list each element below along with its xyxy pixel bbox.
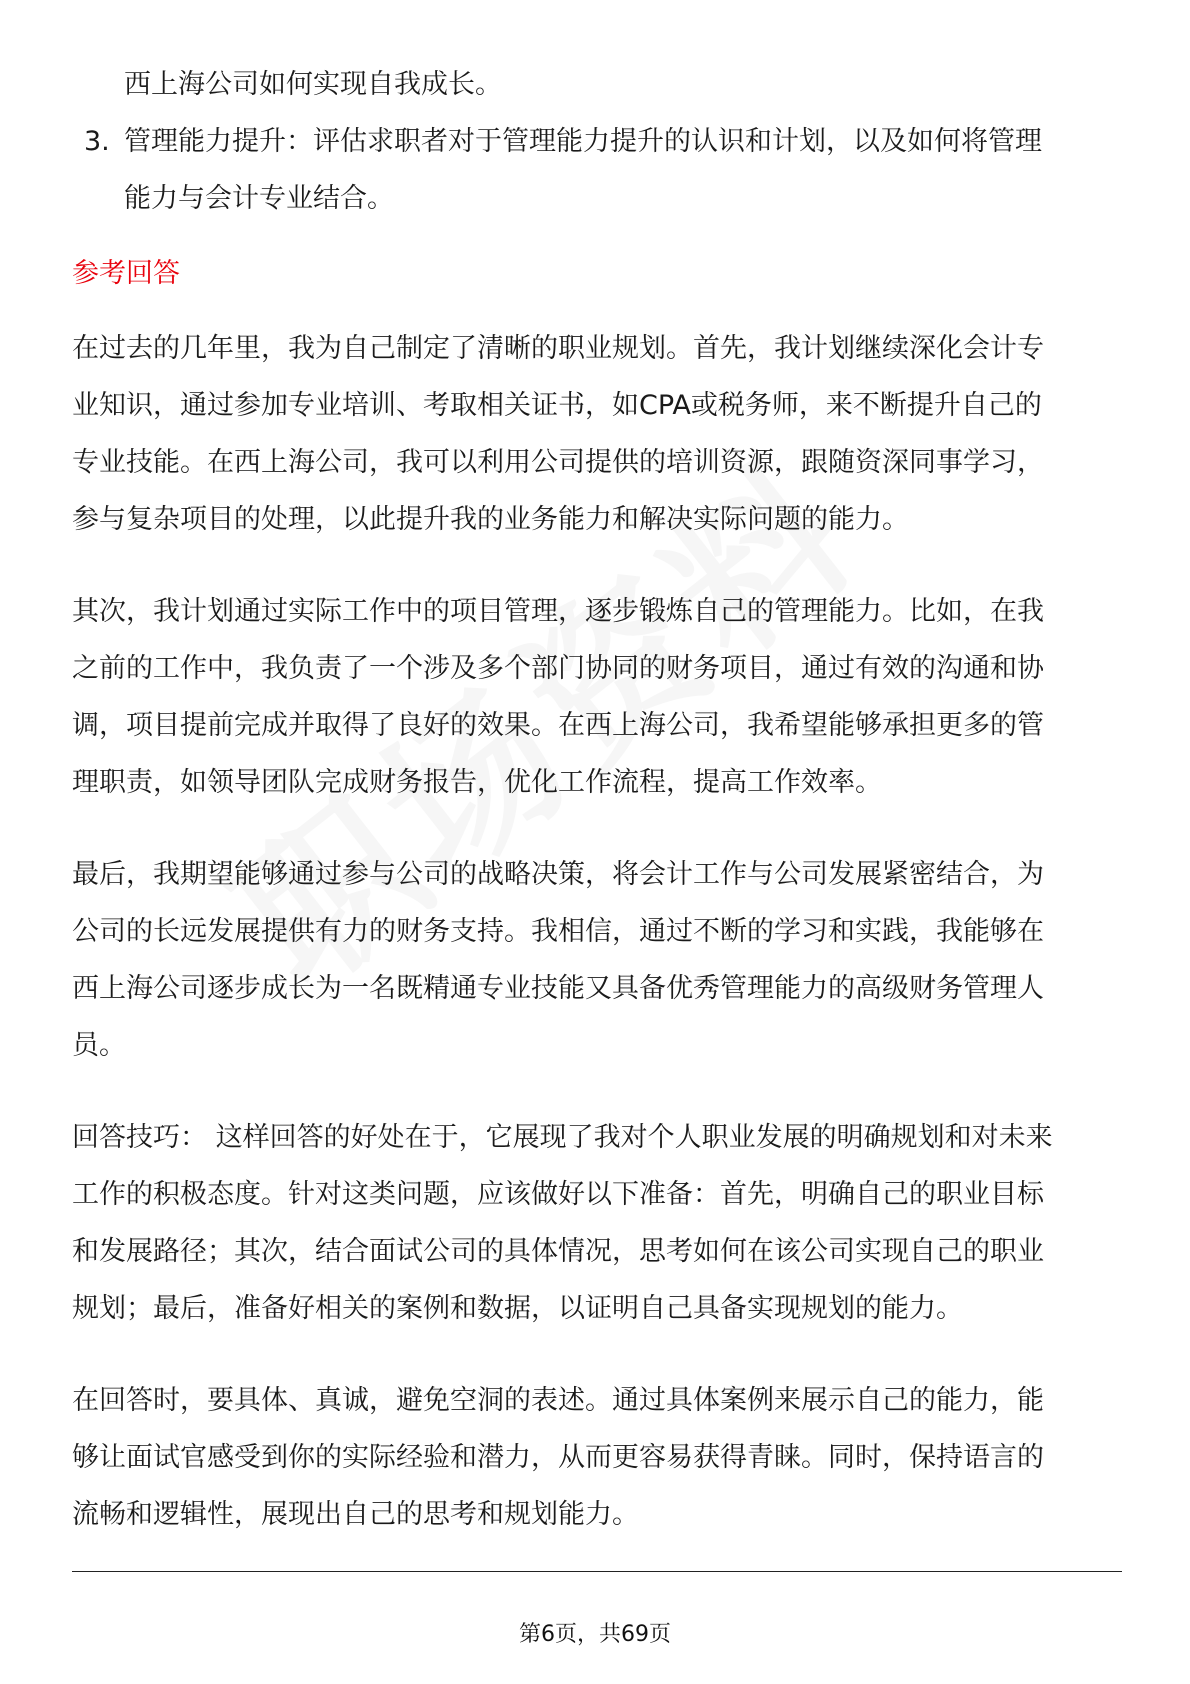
list-line: 管理能力提升：评估求职者对于管理能力提升的认识和计划，以及如何将管理 bbox=[124, 126, 1042, 157]
page-number: 第6页，共69页 bbox=[519, 1622, 671, 1647]
list-line: 能力与会计专业结合。 bbox=[124, 183, 394, 214]
paragraph-line: 专业技能。在西上海公司，我可以利用公司提供的培训资源，跟随资深同事学习， bbox=[72, 447, 1044, 478]
list-item-3 bbox=[72, 113, 1122, 227]
footer-divider bbox=[72, 1571, 1122, 1572]
paragraph-line: 参与复杂项目的处理，以此提升我的业务能力和解决实际问题的能力。 bbox=[72, 504, 909, 535]
paragraph-3 bbox=[72, 846, 1122, 1074]
paragraph-line: 业知识，通过参加专业培训、考取相关证书，如CPA或税务师，来不断提升自己的 bbox=[72, 390, 1042, 421]
paragraph-line: 之前的工作中，我负责了一个涉及多个部门协同的财务项目，通过有效的沟通和协 bbox=[72, 653, 1044, 684]
paragraph-line: 流畅和逻辑性，展现出自己的思考和规划能力。 bbox=[72, 1499, 639, 1530]
paragraph-line: 其次，我计划通过实际工作中的项目管理，逐步锻炼自己的管理能力。比如，在我 bbox=[72, 596, 1044, 627]
paragraph-line: 够让面试官感受到你的实际经验和潜力，从而更容易获得青睐。同时，保持语言的 bbox=[72, 1442, 1044, 1473]
paragraph-line: 公司的长远发展提供有力的财务支持。我相信，通过不断的学习和实践，我能够在 bbox=[72, 916, 1044, 947]
paragraph-line: 西上海公司逐步成长为一名既精通专业技能又具备优秀管理能力的高级财务管理人 bbox=[72, 973, 1044, 1004]
paragraph-line: 调，项目提前完成并取得了良好的效果。在西上海公司，我希望能够承担更多的管 bbox=[72, 710, 1044, 741]
paragraph-line: 最后，我期望能够通过参与公司的战略决策，将会计工作与公司发展紧密结合，为 bbox=[72, 859, 1044, 890]
document-body bbox=[72, 56, 1122, 1578]
paragraph-line: 理职责，如领导团队完成财务报告，优化工作流程，提高工作效率。 bbox=[72, 767, 882, 798]
paragraph-2 bbox=[72, 583, 1122, 811]
list-number: 3. bbox=[84, 126, 110, 157]
section-heading: 参考回答 bbox=[72, 258, 180, 289]
paragraph-line: 工作的积极态度。针对这类问题，应该做好以下准备：首先，明确自己的职业目标 bbox=[72, 1179, 1044, 1210]
paragraph-line: 在回答时，要具体、真诚，避免空洞的表述。通过具体案例来展示自己的能力，能 bbox=[72, 1385, 1044, 1416]
paragraph-tips bbox=[72, 1109, 1122, 1337]
list-item-continuation: 西上海公司如何实现自我成长。 bbox=[124, 69, 502, 100]
paragraph-5 bbox=[72, 1372, 1122, 1543]
paragraph-line: 在过去的几年里，我为自己制定了清晰的职业规划。首先，我计划继续深化会计专 bbox=[72, 333, 1044, 364]
paragraph-line: 回答技巧： 这样回答的好处在于，它展现了我对个人职业发展的明确规划和对未来 bbox=[72, 1122, 1053, 1153]
paragraph-line: 和发展路径；其次，结合面试公司的具体情况，思考如何在该公司实现自己的职业 bbox=[72, 1236, 1044, 1267]
paragraph-line: 员。 bbox=[72, 1030, 126, 1061]
paragraph-line: 规划；最后，准备好相关的案例和数据，以证明自己具备实现规划的能力。 bbox=[72, 1293, 963, 1324]
paragraph-1 bbox=[72, 320, 1122, 548]
